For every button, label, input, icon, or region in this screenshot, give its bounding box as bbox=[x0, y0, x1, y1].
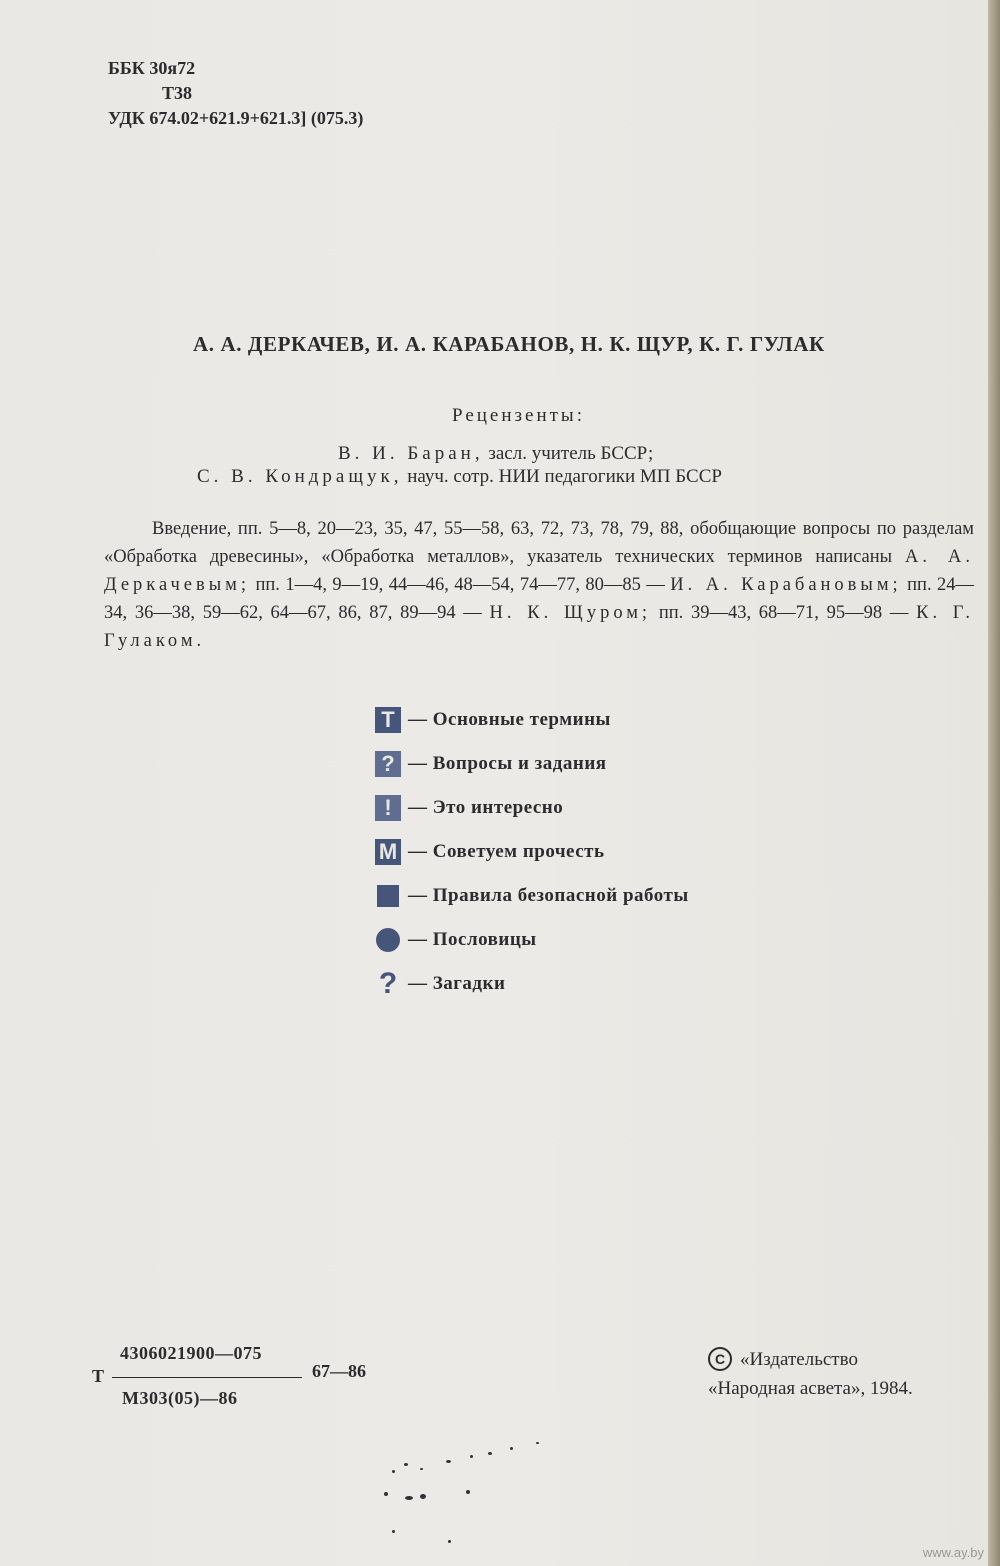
t-letter-icon: T bbox=[374, 706, 402, 734]
credits-name-1: А. А. Деркачевым; bbox=[104, 547, 974, 595]
authorship-credits bbox=[104, 515, 974, 655]
classification-codes bbox=[108, 56, 363, 131]
copyright-icon: C bbox=[708, 1347, 732, 1371]
imprint-right: 67—86 bbox=[312, 1361, 366, 1381]
reviewer-1 bbox=[338, 443, 653, 465]
legend-label: — Вопросы и задания bbox=[408, 753, 607, 774]
legend-label: — Загадки bbox=[408, 973, 506, 994]
credits-part-2: пп. 1—4, 9—19, 44—46, 48—54, 74—77, 80—85 — bbox=[255, 575, 665, 595]
reviewer-2-name: С. В. Кондращук, bbox=[197, 466, 403, 487]
legend-item bbox=[374, 786, 689, 830]
udk-code: УДК 674.02+621.9+621.3] (075.3) bbox=[108, 108, 364, 128]
exclamation-box-icon: ! bbox=[374, 794, 402, 822]
credits-part-4: пп. 39—43, 68—71, 95—98 — bbox=[658, 603, 909, 623]
reviewer-1-name: В. И. Баран, bbox=[338, 443, 484, 464]
bbk-code: ББК 30я72 bbox=[108, 58, 196, 78]
reviewer-1-role: засл. учитель БССР; bbox=[488, 443, 654, 464]
credits-part-1: Введение, пп. 5—8, 20—23, 35, 47, 55—58, 63, 72, 73, 78, 79, 88, обобщающие вопросы по разделам «Обработка древесины», «Обработка металлов», указатель технических терминов написаны bbox=[104, 519, 974, 567]
legend-item bbox=[374, 918, 689, 962]
reviewers-heading: Рецензенты: bbox=[452, 405, 585, 426]
t-code: Т38 bbox=[162, 83, 193, 103]
circle-icon bbox=[374, 926, 402, 954]
book-icon: M bbox=[374, 838, 402, 866]
watermark: www.ay.by bbox=[922, 1545, 984, 1560]
credits-name-2: И. А. Карабановым; bbox=[670, 575, 902, 595]
authors-line: А. А. ДЕРКАЧЕВ, И. А. КАРАБАНОВ, Н. К. ЩУР, К. Г. ГУЛАК bbox=[193, 332, 825, 356]
imprint-letter: Т bbox=[92, 1366, 105, 1386]
page-edge bbox=[988, 0, 1000, 1566]
copyright-block bbox=[708, 1345, 913, 1403]
legend-item bbox=[374, 962, 689, 1006]
legend-label: — Пословицы bbox=[408, 929, 537, 950]
copyright-line-1: «Издательство bbox=[740, 1349, 858, 1370]
legend-label: — Правила безопасной работы bbox=[408, 885, 689, 906]
legend bbox=[374, 698, 689, 1006]
reviewer-2-role: науч. сотр. НИИ педагогики МП БССР bbox=[407, 466, 722, 487]
imprint-numerator: 4306021900—075 bbox=[120, 1343, 262, 1363]
imprint-fraction-line bbox=[112, 1377, 302, 1378]
legend-item bbox=[374, 742, 689, 786]
legend-label: — Это интересно bbox=[408, 797, 564, 818]
credits-name-4: К. Г. Гулаком. bbox=[104, 603, 975, 651]
credits-part-3: пп. 24—34, 36—38, 59—62, 64—67, 86, 87, 89—94 — bbox=[104, 575, 975, 623]
square-icon bbox=[374, 882, 402, 910]
imprint-denominator: М303(05)—86 bbox=[122, 1388, 238, 1408]
legend-label: — Советуем прочесть bbox=[408, 841, 605, 862]
credits-name-3: Н. К. Щуром; bbox=[489, 603, 652, 623]
legend-item bbox=[374, 830, 689, 874]
legend-item bbox=[374, 698, 689, 742]
question-mark-icon: ? bbox=[378, 967, 398, 1000]
reviewer-2 bbox=[197, 466, 722, 488]
legend-label: — Основные термины bbox=[408, 709, 611, 730]
question-box-icon: ? bbox=[374, 750, 402, 778]
legend-item bbox=[374, 874, 689, 918]
copyright-line-2: «Народная асвета», 1984. bbox=[708, 1378, 913, 1399]
